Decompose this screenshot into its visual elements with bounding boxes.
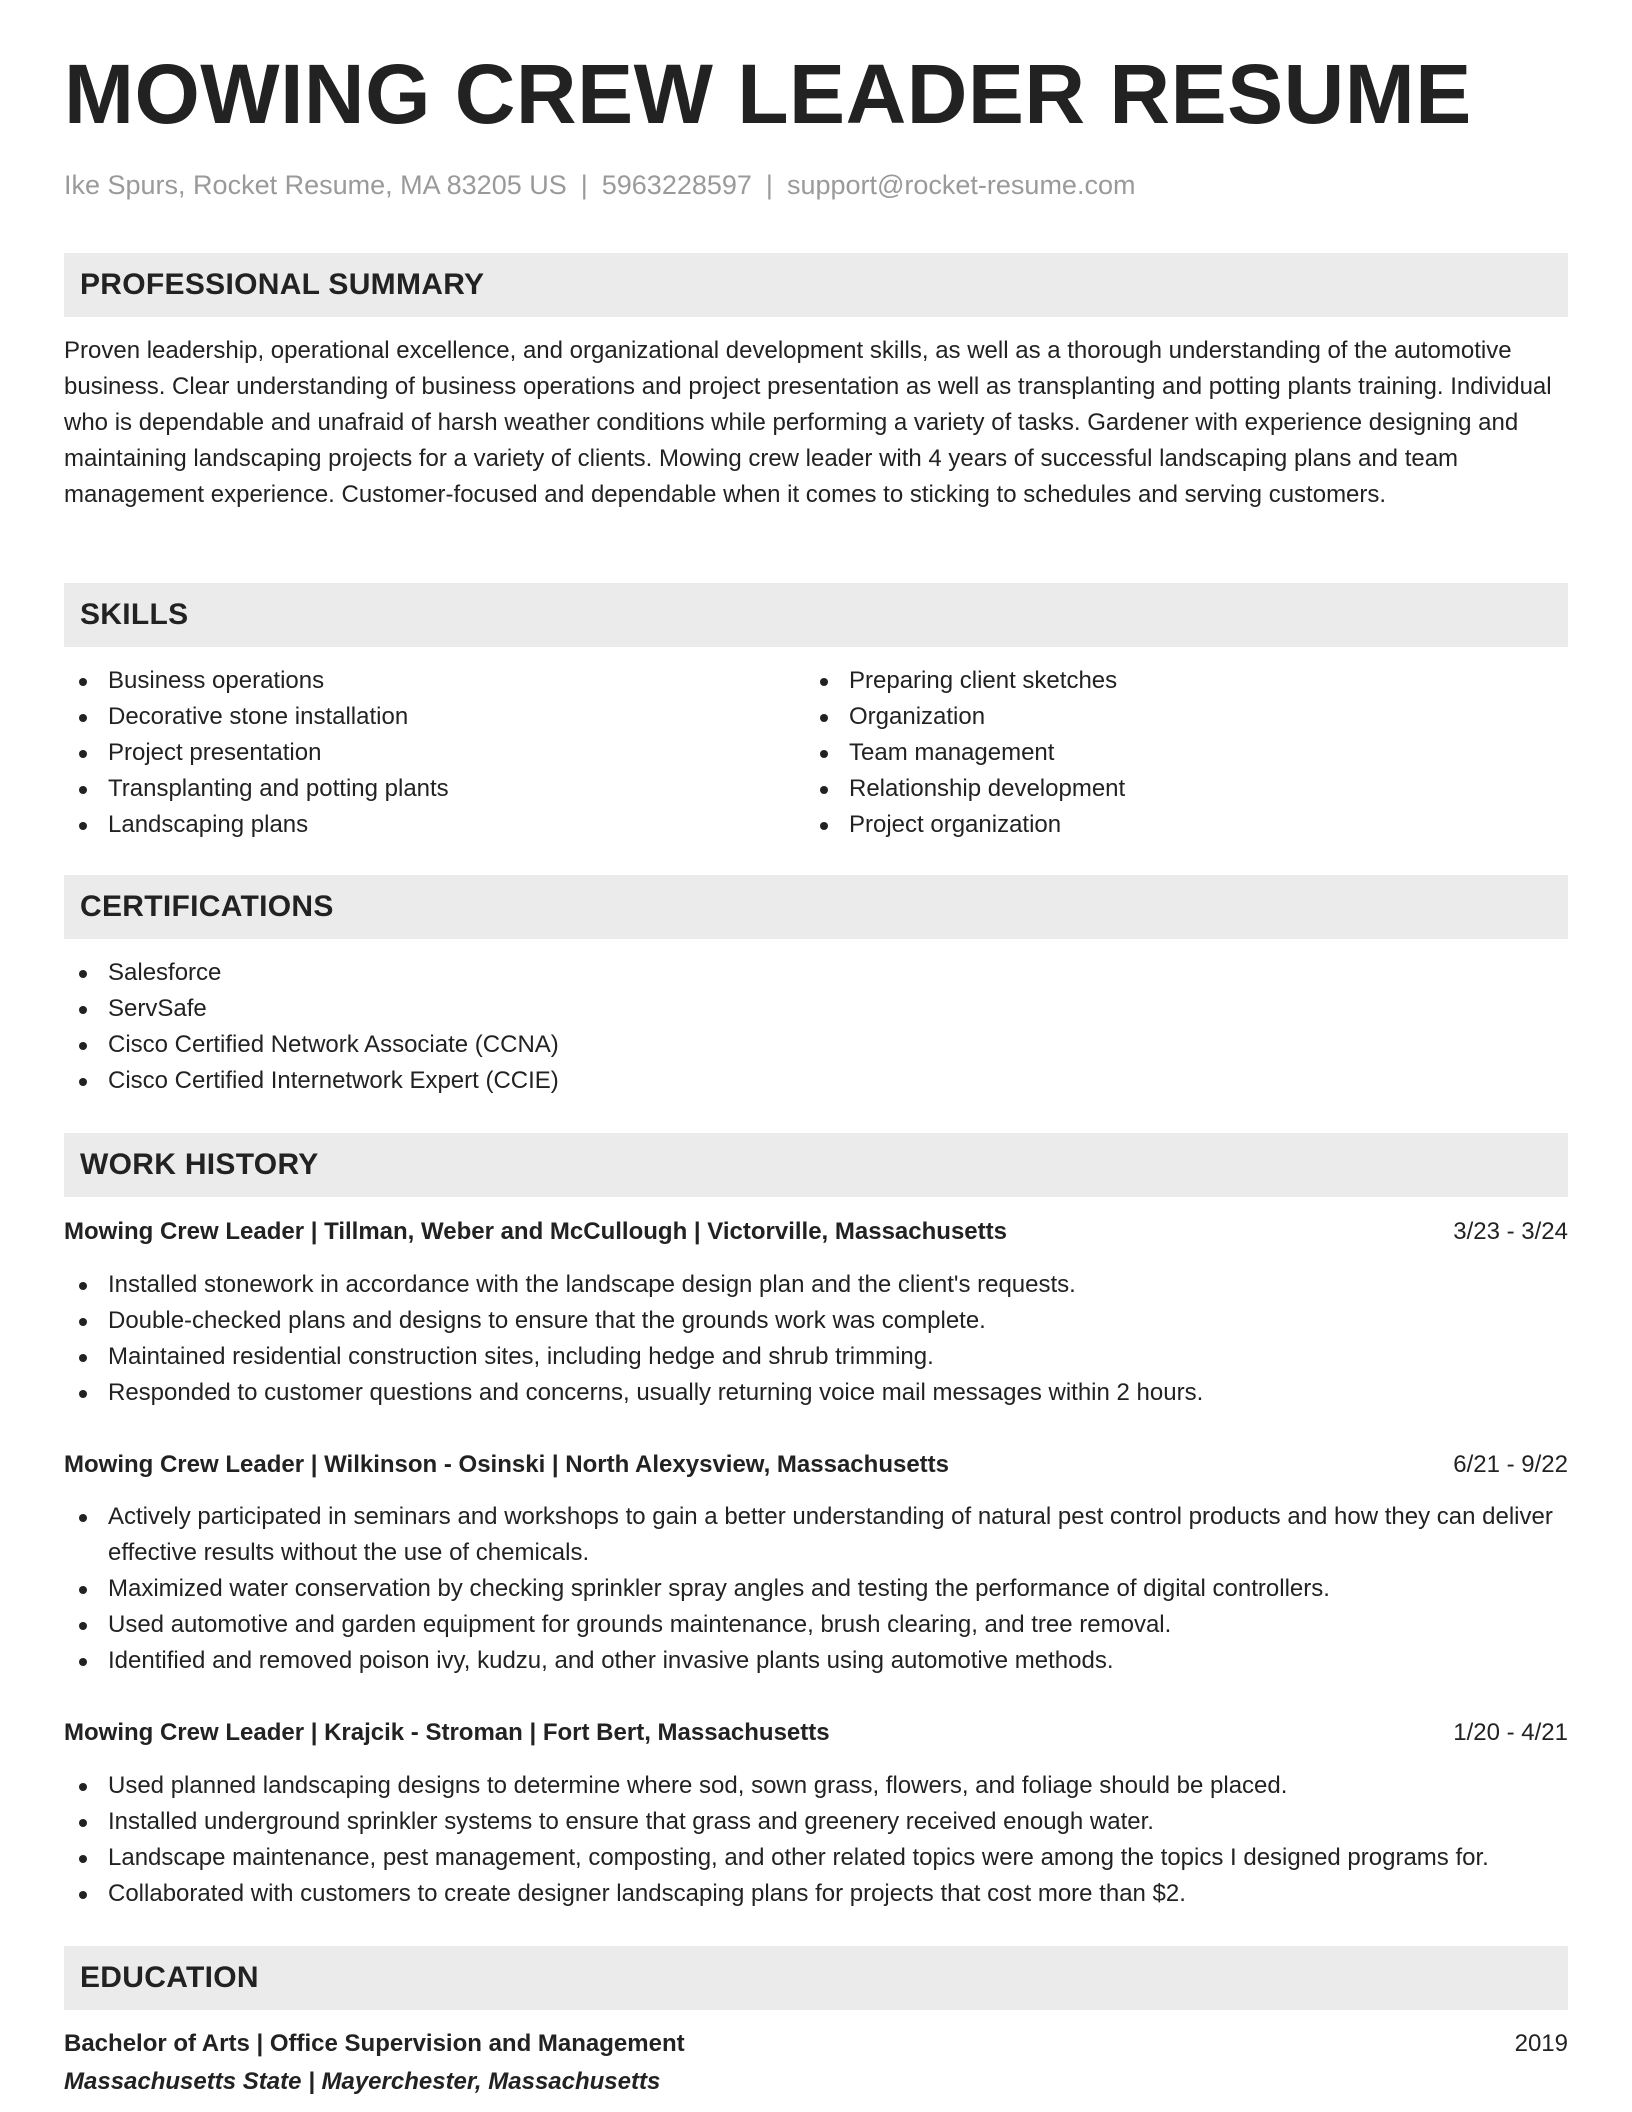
resume-title: MOWING CREW LEADER RESUME — [64, 47, 1472, 141]
job-bullets — [64, 1267, 1568, 1411]
section-title: WORK HISTORY — [80, 1148, 319, 1181]
job-title: Mowing Crew Leader | Krajcik - Stroman | Fort Bert, Massachusetts — [64, 1719, 830, 1746]
skills-list-right — [805, 663, 1568, 843]
section-header-work-history — [64, 1133, 1568, 1197]
skill-item: Project organization — [805, 807, 1568, 843]
job-dates: 1/20 - 4/21 — [1453, 1719, 1568, 1746]
section-header-skills — [64, 583, 1568, 647]
section-header-education — [64, 1946, 1568, 2010]
certifications-list — [64, 955, 1568, 1099]
skill-item: Transplanting and potting plants — [64, 771, 804, 807]
job-bullet: Used planned landscaping designs to determine where sod, sown grass, flowers, and foliage should be placed. — [64, 1768, 1568, 1804]
contact-phone: 5963228597 — [601, 170, 752, 200]
job-bullet: Installed stonework in accordance with the landscape design plan and the client's requests. — [64, 1267, 1568, 1303]
certification-item: Cisco Certified Internetwork Expert (CCIE) — [64, 1063, 1568, 1099]
contact-line — [64, 168, 1135, 202]
skill-item: Business operations — [64, 663, 804, 699]
education-header — [64, 2026, 1568, 2062]
section-header-certifications — [64, 875, 1568, 939]
job-header — [64, 1715, 1568, 1751]
job-bullet: Landscape maintenance, pest management, composting, and other related topics were among the topics I designed programs for. — [64, 1840, 1568, 1876]
education-degree: Bachelor of Arts | Office Supervision and Management — [64, 2030, 685, 2057]
contact-address: Ike Spurs, Rocket Resume, MA 83205 US — [64, 170, 567, 200]
contact-separator: | — [580, 170, 588, 200]
summary-text: Proven leadership, operational excellence, and organizational development skills, as well as a thorough understanding of the automotive business. Clear understanding of business operations and project presentation as well as transplanting and potting plants training. Individual who is dependable and unafraid of harsh weather conditions while performing a variety of tasks. Gardener with experience designing and maintaining landscaping projects for a variety of clients. Mowing crew leader with 4 years of successful landscaping plans and team management experience. Customer-focused and dependable when it comes to sticking to schedules and serving customers. — [64, 337, 1552, 508]
job-bullet: Identified and removed poison ivy, kudzu, and other invasive plants using automotive methods. — [64, 1643, 1568, 1679]
job-bullet: Actively participated in seminars and workshops to gain a better understanding of natural pest control products and how they can deliver effective results without the use of chemicals. — [64, 1499, 1568, 1571]
job-bullet: Collaborated with customers to create designer landscaping plans for projects that cost more than $2. — [64, 1876, 1568, 1912]
section-title: CERTIFICATIONS — [80, 890, 334, 923]
skill-item: Organization — [805, 699, 1568, 735]
contact-email[interactable]: support@rocket-resume.com — [786, 170, 1136, 200]
job-bullet: Maximized water conservation by checking sprinkler spray angles and testing the performance of digital controllers. — [64, 1571, 1568, 1607]
job-dates: 3/23 - 3/24 — [1453, 1218, 1568, 1245]
job-bullet: Installed underground sprinkler systems to ensure that grass and greenery received enough water. — [64, 1804, 1568, 1840]
certification-item: ServSafe — [64, 991, 1568, 1027]
job-title: Mowing Crew Leader | Wilkinson - Osinski | North Alexysview, Massachusetts — [64, 1451, 949, 1478]
job-dates: 6/21 - 9/22 — [1453, 1451, 1568, 1478]
job-bullet: Double-checked plans and designs to ensure that the grounds work was complete. — [64, 1303, 1568, 1339]
skill-item: Project presentation — [64, 735, 804, 771]
section-title: SKILLS — [80, 598, 189, 631]
skill-item: Landscaping plans — [64, 807, 804, 843]
job-bullets — [64, 1768, 1568, 1912]
job-bullet: Maintained residential construction sites, including hedge and shrub trimming. — [64, 1339, 1568, 1375]
education-year: 2019 — [1514, 2030, 1568, 2057]
contact-separator: | — [765, 170, 773, 200]
skills-list-left — [64, 663, 804, 843]
education-school: Massachusetts State | Mayerchester, Massachusetts — [64, 2068, 661, 2095]
job-title: Mowing Crew Leader | Tillman, Weber and McCullough | Victorville, Massachusetts — [64, 1218, 1007, 1245]
skill-item: Decorative stone installation — [64, 699, 804, 735]
skill-item: Preparing client sketches — [805, 663, 1568, 699]
job-header — [64, 1214, 1568, 1250]
skill-item: Team management — [805, 735, 1568, 771]
certification-item: Cisco Certified Network Associate (CCNA) — [64, 1027, 1568, 1063]
section-header-summary — [64, 253, 1568, 317]
certification-item: Salesforce — [64, 955, 1568, 991]
section-title: EDUCATION — [80, 1961, 259, 1994]
job-bullets — [64, 1499, 1568, 1679]
job-bullet: Responded to customer questions and concerns, usually returning voice mail messages within 2 hours. — [64, 1375, 1568, 1411]
skill-item: Relationship development — [805, 771, 1568, 807]
job-header — [64, 1447, 1568, 1483]
section-title: PROFESSIONAL SUMMARY — [80, 268, 485, 301]
job-bullet: Used automotive and garden equipment for grounds maintenance, brush clearing, and tree removal. — [64, 1607, 1568, 1643]
